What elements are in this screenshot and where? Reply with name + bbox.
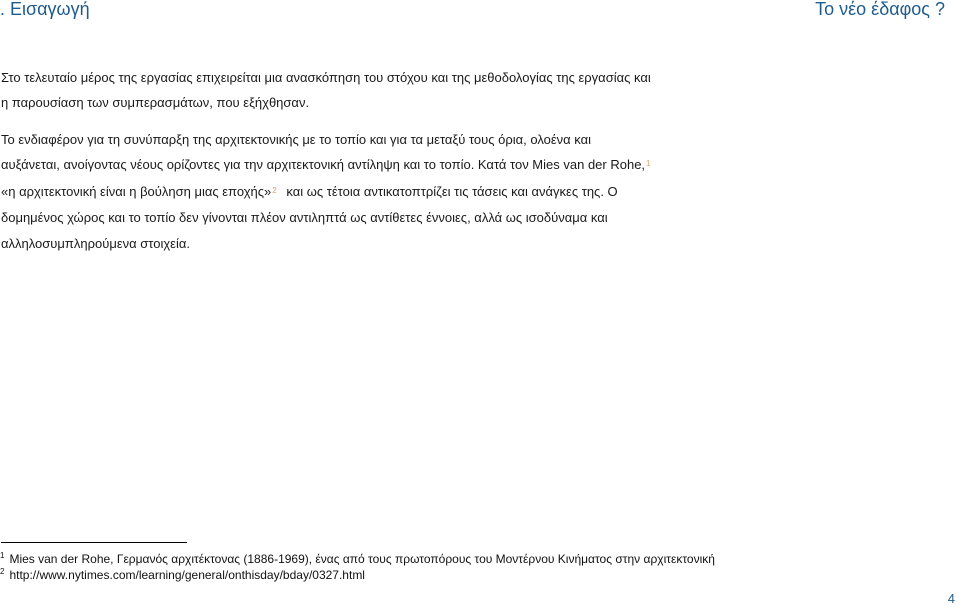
paragraph-1-line-2: η παρουσίαση των συμπερασμάτων, που εξήχθησαν.: [1, 95, 310, 110]
footnote-ref-2[interactable]: 2: [272, 186, 277, 195]
footnote-2: [0, 568, 365, 584]
paragraph-2-line-2-text: αυξάνεται, ανοίγοντας νέους ορίζοντες για την αρχιτεκτονική αντίληψη και το τοπίο. Κατά τον Mies van der Rohe,: [1, 157, 646, 172]
paragraph-2-line-2: [1, 157, 651, 173]
footnote-ref-1[interactable]: 1: [646, 159, 651, 168]
paragraph-2-line-1: [1, 132, 672, 148]
paragraph-1-line-1: Στο τελευταίο μέρος της εργασίας επιχειρείται μια ανασκόπηση του στόχου και της μεθοδολογίας της εργασίας και: [1, 70, 651, 85]
footnote-1-mark: 1: [0, 551, 5, 560]
footnote-1-text: Mies van der Rohe, Γερμανός αρχιτέκτονας (1886-1969), ένας από τους πρωτοπόρους του Μοντέρνου Κινήματος στην αρχιτεκτονική: [9, 552, 715, 566]
footnote-2-mark: 2: [0, 567, 5, 576]
page-number: 4: [947, 591, 955, 606]
footnote-1: [0, 552, 715, 568]
quote-text: «η αρχιτεκτονική είναι η βούληση μιας εποχής»: [1, 184, 272, 199]
paragraph-2-line-5: αλληλοσυμπληρούμενα στοιχεία.: [1, 236, 190, 251]
section-title: . Εισαγωγή: [0, 0, 90, 19]
paragraph-2-line-1-text: Το ενδιαφέρον για τη συνύπαρξη της αρχιτεκτονικής με το τοπίο και για τα μεταξύ τους όρια, ολοένα και: [1, 132, 592, 147]
footnote-2-link[interactable]: http://www.nytimes.com/learning/general/onthisday/bday/0327.html: [9, 568, 365, 582]
paragraph-2-line-4: δομημένος χώρος και το τοπίο δεν γίνονται πλέον αντιληπτά ως αντίθετες έννοιες, αλλά ως ισοδύναμα και: [1, 210, 608, 225]
paragraph-2-line-3-rest: και ως τέτοια αντικατοπτρίζει τις τάσεις και ανάγκες της. Ο: [286, 184, 618, 199]
chapter-title: Το νέο έδαφος ?: [815, 0, 945, 19]
footnote-separator: [1, 542, 187, 543]
paragraph-2-line-3: [1, 184, 618, 200]
